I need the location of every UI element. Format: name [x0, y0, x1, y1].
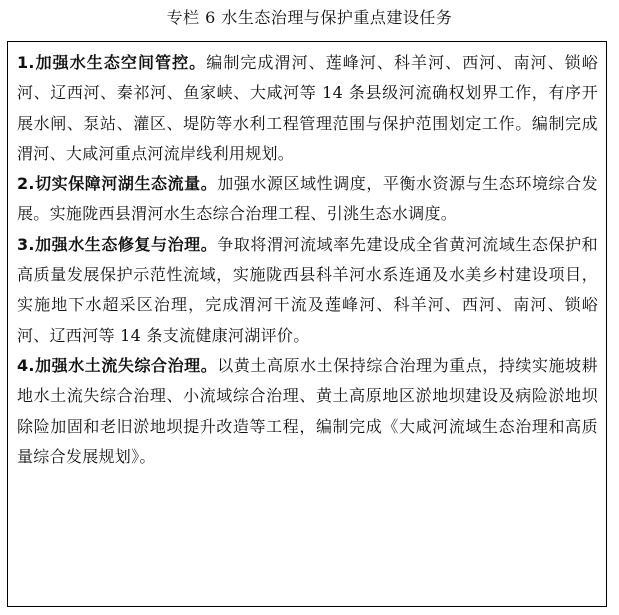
task-item-2	[17, 169, 598, 230]
task-heading-4: 4.加强水土流失综合治理。	[17, 355, 218, 375]
task-item-4	[17, 351, 598, 472]
task-heading-3: 3.加强水生态修复与治理。	[17, 234, 218, 254]
task-text-1: 编制完成渭河、莲峰河、科羊河、西河、南河、锁峪河、辽西河、秦祁河、鱼家峡、大咸河等 14 条县级河流确权划界工作，有序开展水闸、泵站、灌区、堤防等水利工程管理范围与保护范围划定工作。编制完成渭河、大咸河重点河流岸线利用规划。	[17, 53, 599, 163]
task-heading-1: 1.加强水生态空间管控。	[17, 53, 207, 72]
task-heading-2: 2.切实保障河湖生态流量。	[17, 174, 218, 194]
task-item-1	[17, 48, 598, 169]
task-text-4: 以黄土高原水土保持综合治理为重点，持续实施坡耕地水土流失综合治理、小流域综合治理、黄土高原地区淤地坝建设及病险淤地坝除险加固和老旧淤地坝提升改造等工程，编制完成《大咸河流域生态治理和高质量综合发展规划》。	[17, 355, 598, 466]
column-caption: 专栏 6 水生态治理与保护重点建设任务	[166, 8, 453, 27]
task-text-3: 争取将渭河流域率先建设成全省黄河流域生态保护和高质量发展保护示范性流域，实施陇西县科羊河水系连通及水美乡村建设项目，实施地下水超采区治理，完成渭河干流及莲峰河、科羊河、西河、南河、锁峪河、辽西河等 14 条支流健康河湖评价。	[17, 234, 598, 345]
task-text-2: 加强水源区域性调度，平衡水资源与生态环境综合发展。实施陇西县渭河水生态综合治理工程、引洮生态水调度。	[17, 174, 598, 224]
column-box	[7, 41, 607, 607]
task-item-3	[17, 230, 598, 351]
